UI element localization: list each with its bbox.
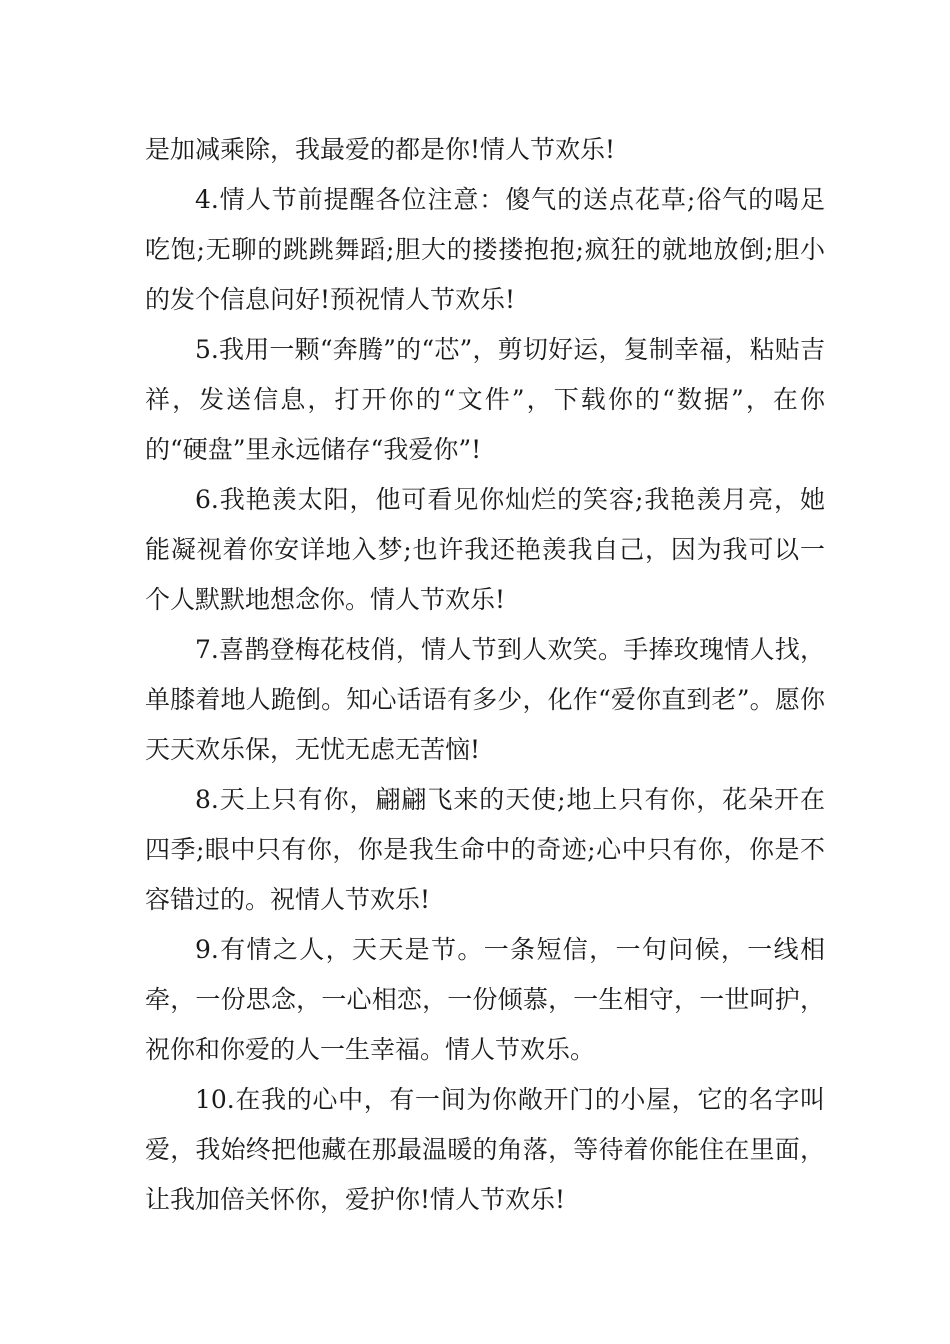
paragraph-continuation: 是加减乘除，我最爱的都是你!情人节欢乐! <box>145 135 616 164</box>
paragraph-item-8: 8.天上只有你，翩翩飞来的天使;地上只有你，花朵开在四季;眼中只有你，你是我生命中的奇迹;心中只有你，你是不容错过的。祝情人节欢乐! <box>145 785 825 914</box>
paragraph-item-6: 6.我艳羡太阳，他可看见你灿烂的笑容;我艳羡月亮，她能凝视着你安详地入梦;也许我还艳羡我自己，因为我可以一个人默默地想念你。情人节欢乐! <box>145 485 825 614</box>
document-body <box>145 125 825 1225</box>
paragraph-item-10: 10.在我的心中，有一间为你敞开门的小屋，它的名字叫爱，我始终把他藏在那最温暖的角落，等待着你能住在里面，让我加倍关怀你，爱护你!情人节欢乐! <box>145 1085 825 1214</box>
paragraph-item-7: 7.喜鹊登梅花枝俏，情人节到人欢笑。手捧玫瑰情人找，单膝着地人跪倒。知心话语有多少，化作“爱你直到老”。愿你天天欢乐保，无忧无虑无苦恼! <box>145 635 825 764</box>
paragraph-item-5: 5.我用一颗“奔腾”的“芯”，剪切好运，复制幸福，粘贴吉祥，发送信息，打开你的“文件”，下载你的“数据”，在你的“硬盘”里永远储存“我爱你”! <box>145 335 825 464</box>
paragraph-item-4: 4.情人节前提醒各位注意：傻气的送点花草;俗气的喝足吃饱;无聊的跳跳舞蹈;胆大的搂搂抱抱;疯狂的就地放倒;胆小的发个信息问好!预祝情人节欢乐! <box>145 185 825 314</box>
paragraph-item-9: 9.有情之人，天天是节。一条短信，一句问候，一线相牵，一份思念，一心相恋，一份倾慕，一生相守，一世呵护，祝你和你爱的人一生幸福。情人节欢乐。 <box>145 935 825 1064</box>
